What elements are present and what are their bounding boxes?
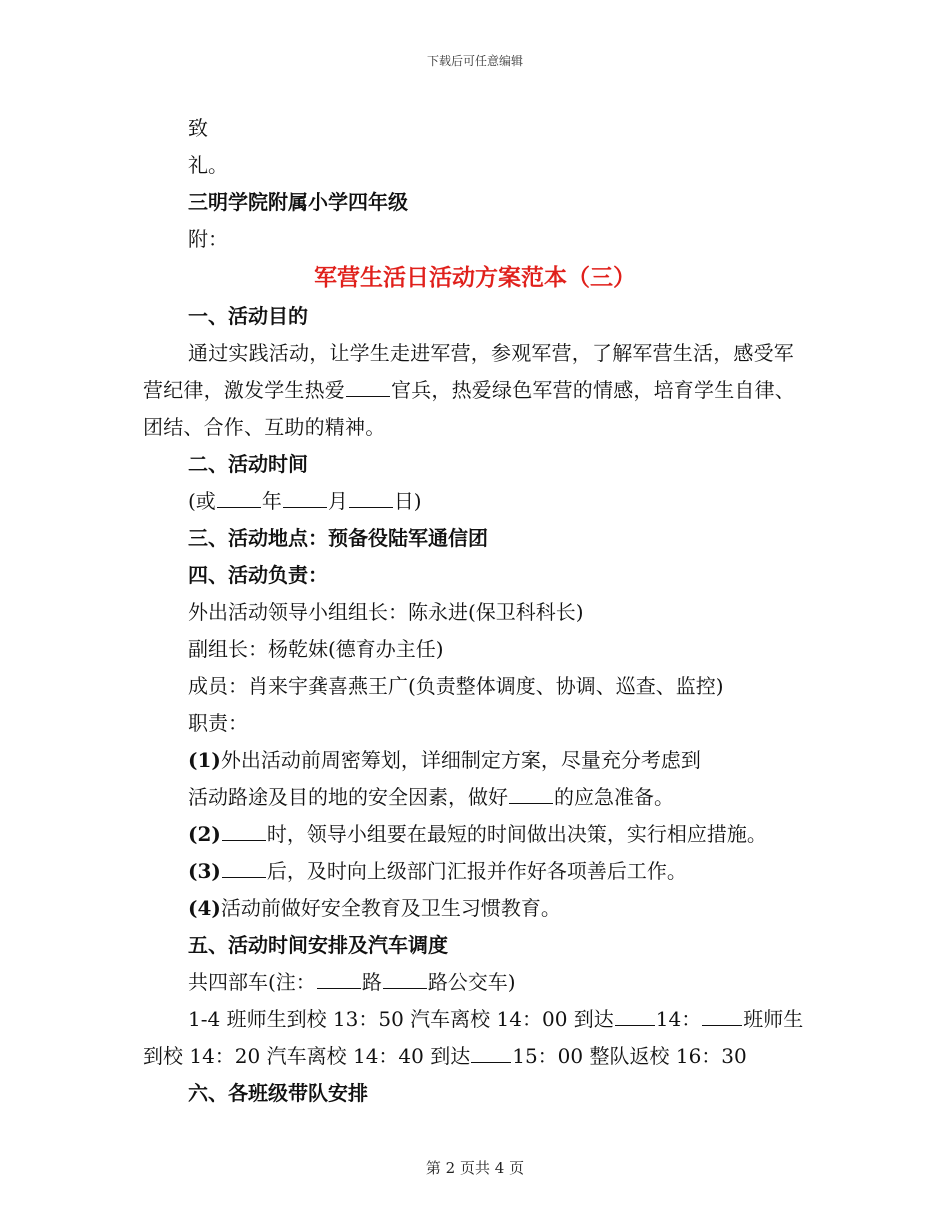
duty-3 xyxy=(143,853,807,890)
page-footer-number: 第 2 页共 4 页 xyxy=(425,1159,525,1177)
fill-blank xyxy=(283,489,327,508)
school-signature: 三明学院附属小学四年级 xyxy=(188,190,408,214)
schedule-b: 14： xyxy=(655,1007,702,1031)
duties-label: 职责： xyxy=(188,711,248,735)
cars-suffix: 路公交车) xyxy=(427,970,516,994)
duty-1-text-b: 的应急准备。 xyxy=(554,785,674,809)
closing-zhi: 致 xyxy=(188,116,208,140)
members-line: 成员：肖来宇龚喜燕王广(负责整体调度、协调、巡查、监控) xyxy=(188,674,724,698)
schedule-c: 班师生 xyxy=(743,1007,804,1031)
fill-blank xyxy=(222,859,266,878)
duty-2-text: 时，领导小组要在最短的时间做出决策，实行相应措施。 xyxy=(266,822,767,846)
cars-mid: 路 xyxy=(361,970,382,994)
duty-4-number: (4) xyxy=(188,896,221,920)
section1-para-part2: 官兵，热爱绿色军营的情感，培育学生自律、团结、合作、互助的精神。 xyxy=(143,378,795,439)
duty-2 xyxy=(143,816,807,853)
duty-1-text: 外出活动前周密筹划，详细制定方案，尽量充分考虑到 xyxy=(220,748,701,772)
fill-blank xyxy=(471,1044,511,1063)
page-header-note: 下载后可任意编辑 xyxy=(426,54,523,68)
fill-blank xyxy=(349,489,393,508)
section4-heading: 四、活动负责： xyxy=(188,563,328,587)
duty-3-text: 后，及时向上级部门汇报并作好各项善后工作。 xyxy=(266,859,687,883)
document-body xyxy=(143,110,807,1112)
section1-heading: 一、活动目的 xyxy=(188,304,308,328)
schedule-line1 xyxy=(143,1001,807,1038)
fill-blank xyxy=(383,970,427,989)
schedule-d: 到校 14：20 汽车离校 14：40 到达 xyxy=(143,1044,471,1068)
document-title: 军营生活日活动方案范本（三） xyxy=(314,264,636,291)
duty-1-text-a: 活动路途及目的地的安全因素，做好 xyxy=(188,785,508,809)
fill-blank xyxy=(509,785,553,804)
schedule-a: 1-4 班师生到校 13：50 汽车离校 14：00 到达 xyxy=(188,1007,614,1031)
duty-4-text: 活动前做好安全教育及卫生习惯教育。 xyxy=(220,896,561,920)
cars-prefix: 共四部车(注： xyxy=(188,970,316,994)
duty-1-line2 xyxy=(143,779,807,816)
activity-date xyxy=(143,483,807,520)
duty-3-number: (3) xyxy=(188,859,221,883)
section1-paragraph xyxy=(143,335,807,446)
attachment-label: 附： xyxy=(188,227,228,251)
fill-blank xyxy=(217,489,261,508)
section1-para-part1: 通过实践活动，让学生走进军营，参观军营，了解军营生活，感受军营纪律，激发学生热爱 xyxy=(143,341,794,402)
cars-line xyxy=(143,964,807,1001)
fill-blank xyxy=(222,822,266,841)
fill-blank xyxy=(317,970,361,989)
fill-blank xyxy=(615,1007,655,1026)
duty-2-number: (2) xyxy=(188,822,221,846)
date-year: 年 xyxy=(261,489,282,513)
fill-blank xyxy=(346,378,390,397)
deputy-line: 副组长：杨乾妹(德育办主任) xyxy=(188,637,444,661)
duty-1-number: (1) xyxy=(188,748,221,772)
duty-1-line1 xyxy=(143,742,807,779)
fill-blank xyxy=(702,1007,742,1026)
closing-li: 礼。 xyxy=(188,153,228,177)
duty-4 xyxy=(143,890,807,927)
section6-heading: 六、各班级带队安排 xyxy=(188,1081,368,1105)
date-day: 日) xyxy=(393,489,422,513)
date-prefix: (或 xyxy=(188,489,216,513)
section5-heading: 五、活动时间安排及汽车调度 xyxy=(188,933,448,957)
section2-heading: 二、活动时间 xyxy=(188,452,308,476)
date-month: 月 xyxy=(327,489,348,513)
schedule-line2 xyxy=(143,1038,807,1075)
schedule-e: 15：00 整队返校 16：30 xyxy=(512,1044,747,1068)
section3-heading: 三、活动地点：预备役陆军通信团 xyxy=(188,526,488,550)
leader-line: 外出活动领导小组组长：陈永进(保卫科科长) xyxy=(188,600,584,624)
